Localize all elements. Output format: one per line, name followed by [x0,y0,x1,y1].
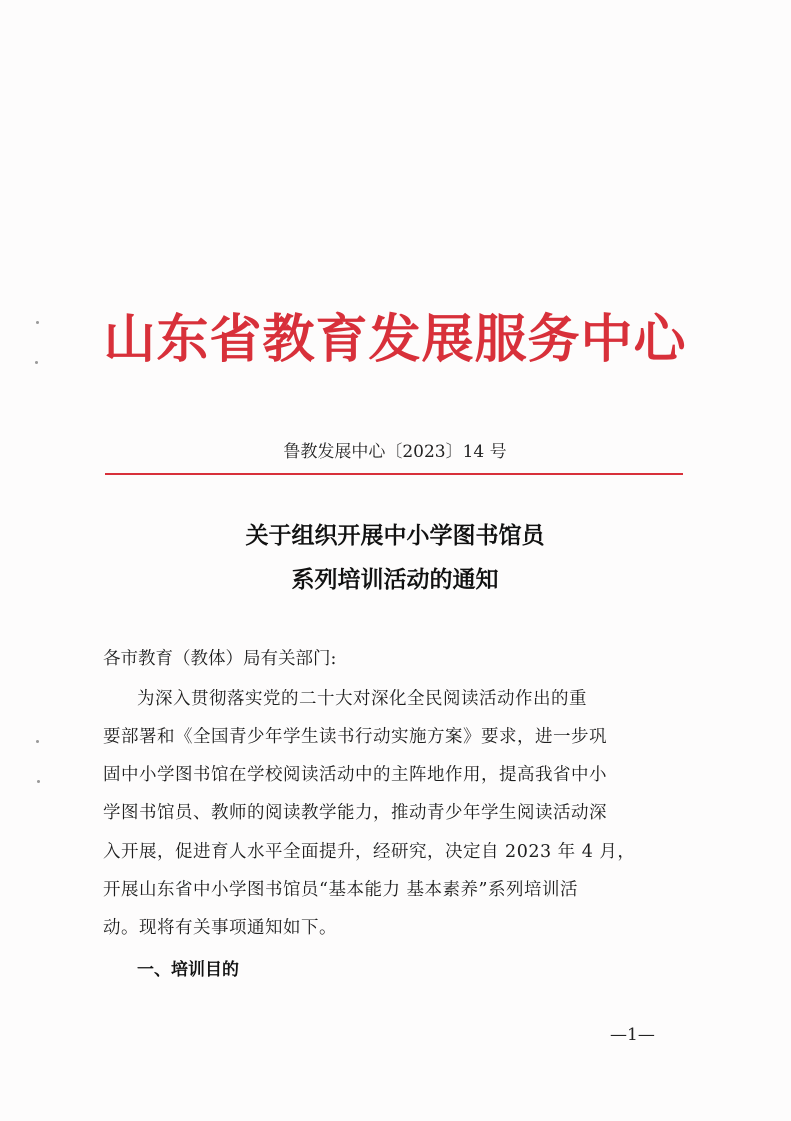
scan-speck [35,361,38,364]
paragraph-line: 入开展，促进育人水平全面提升，经研究，决定自 2023 年 4 月， [103,842,636,862]
paragraph-line: 学图书馆员、教师的阅读教学能力，推动青少年学生阅读活动深 [103,803,607,823]
document-number: 鲁教发展中心〔2023〕14 号 [283,442,507,462]
notice-title-line-1: 关于组织开展中小学图书馆员 [245,522,545,549]
scan-speck [37,780,40,783]
paragraph-line: 开展山东省中小学图书馆员“基本能力 基本素养”系列培训活 [103,880,578,900]
scan-speck [36,740,39,743]
paragraph-line: 动。现将有关事项通知如下。 [103,918,337,938]
paragraph-line: 为深入贯彻落实党的二十大对深化全民阅读活动作出的重 [137,689,587,709]
scan-speck [36,321,39,324]
red-divider-line [105,473,683,475]
paragraph-line: 固中小学图书馆在学校阅读活动中的主阵地作用，提高我省中小 [103,765,607,785]
salutation: 各市教育（教体）局有关部门: [103,649,337,669]
notice-title-line-2: 系列培训活动的通知 [291,566,499,593]
issuing-org-header: 山东省教育发展服务中心 [103,309,687,370]
section-heading: 一、培训目的 [137,960,239,980]
page-number: —1— [610,1025,655,1045]
paragraph-line: 要部署和《全国青少年学生读书行动实施方案》要求，进一步巩 [103,727,607,747]
